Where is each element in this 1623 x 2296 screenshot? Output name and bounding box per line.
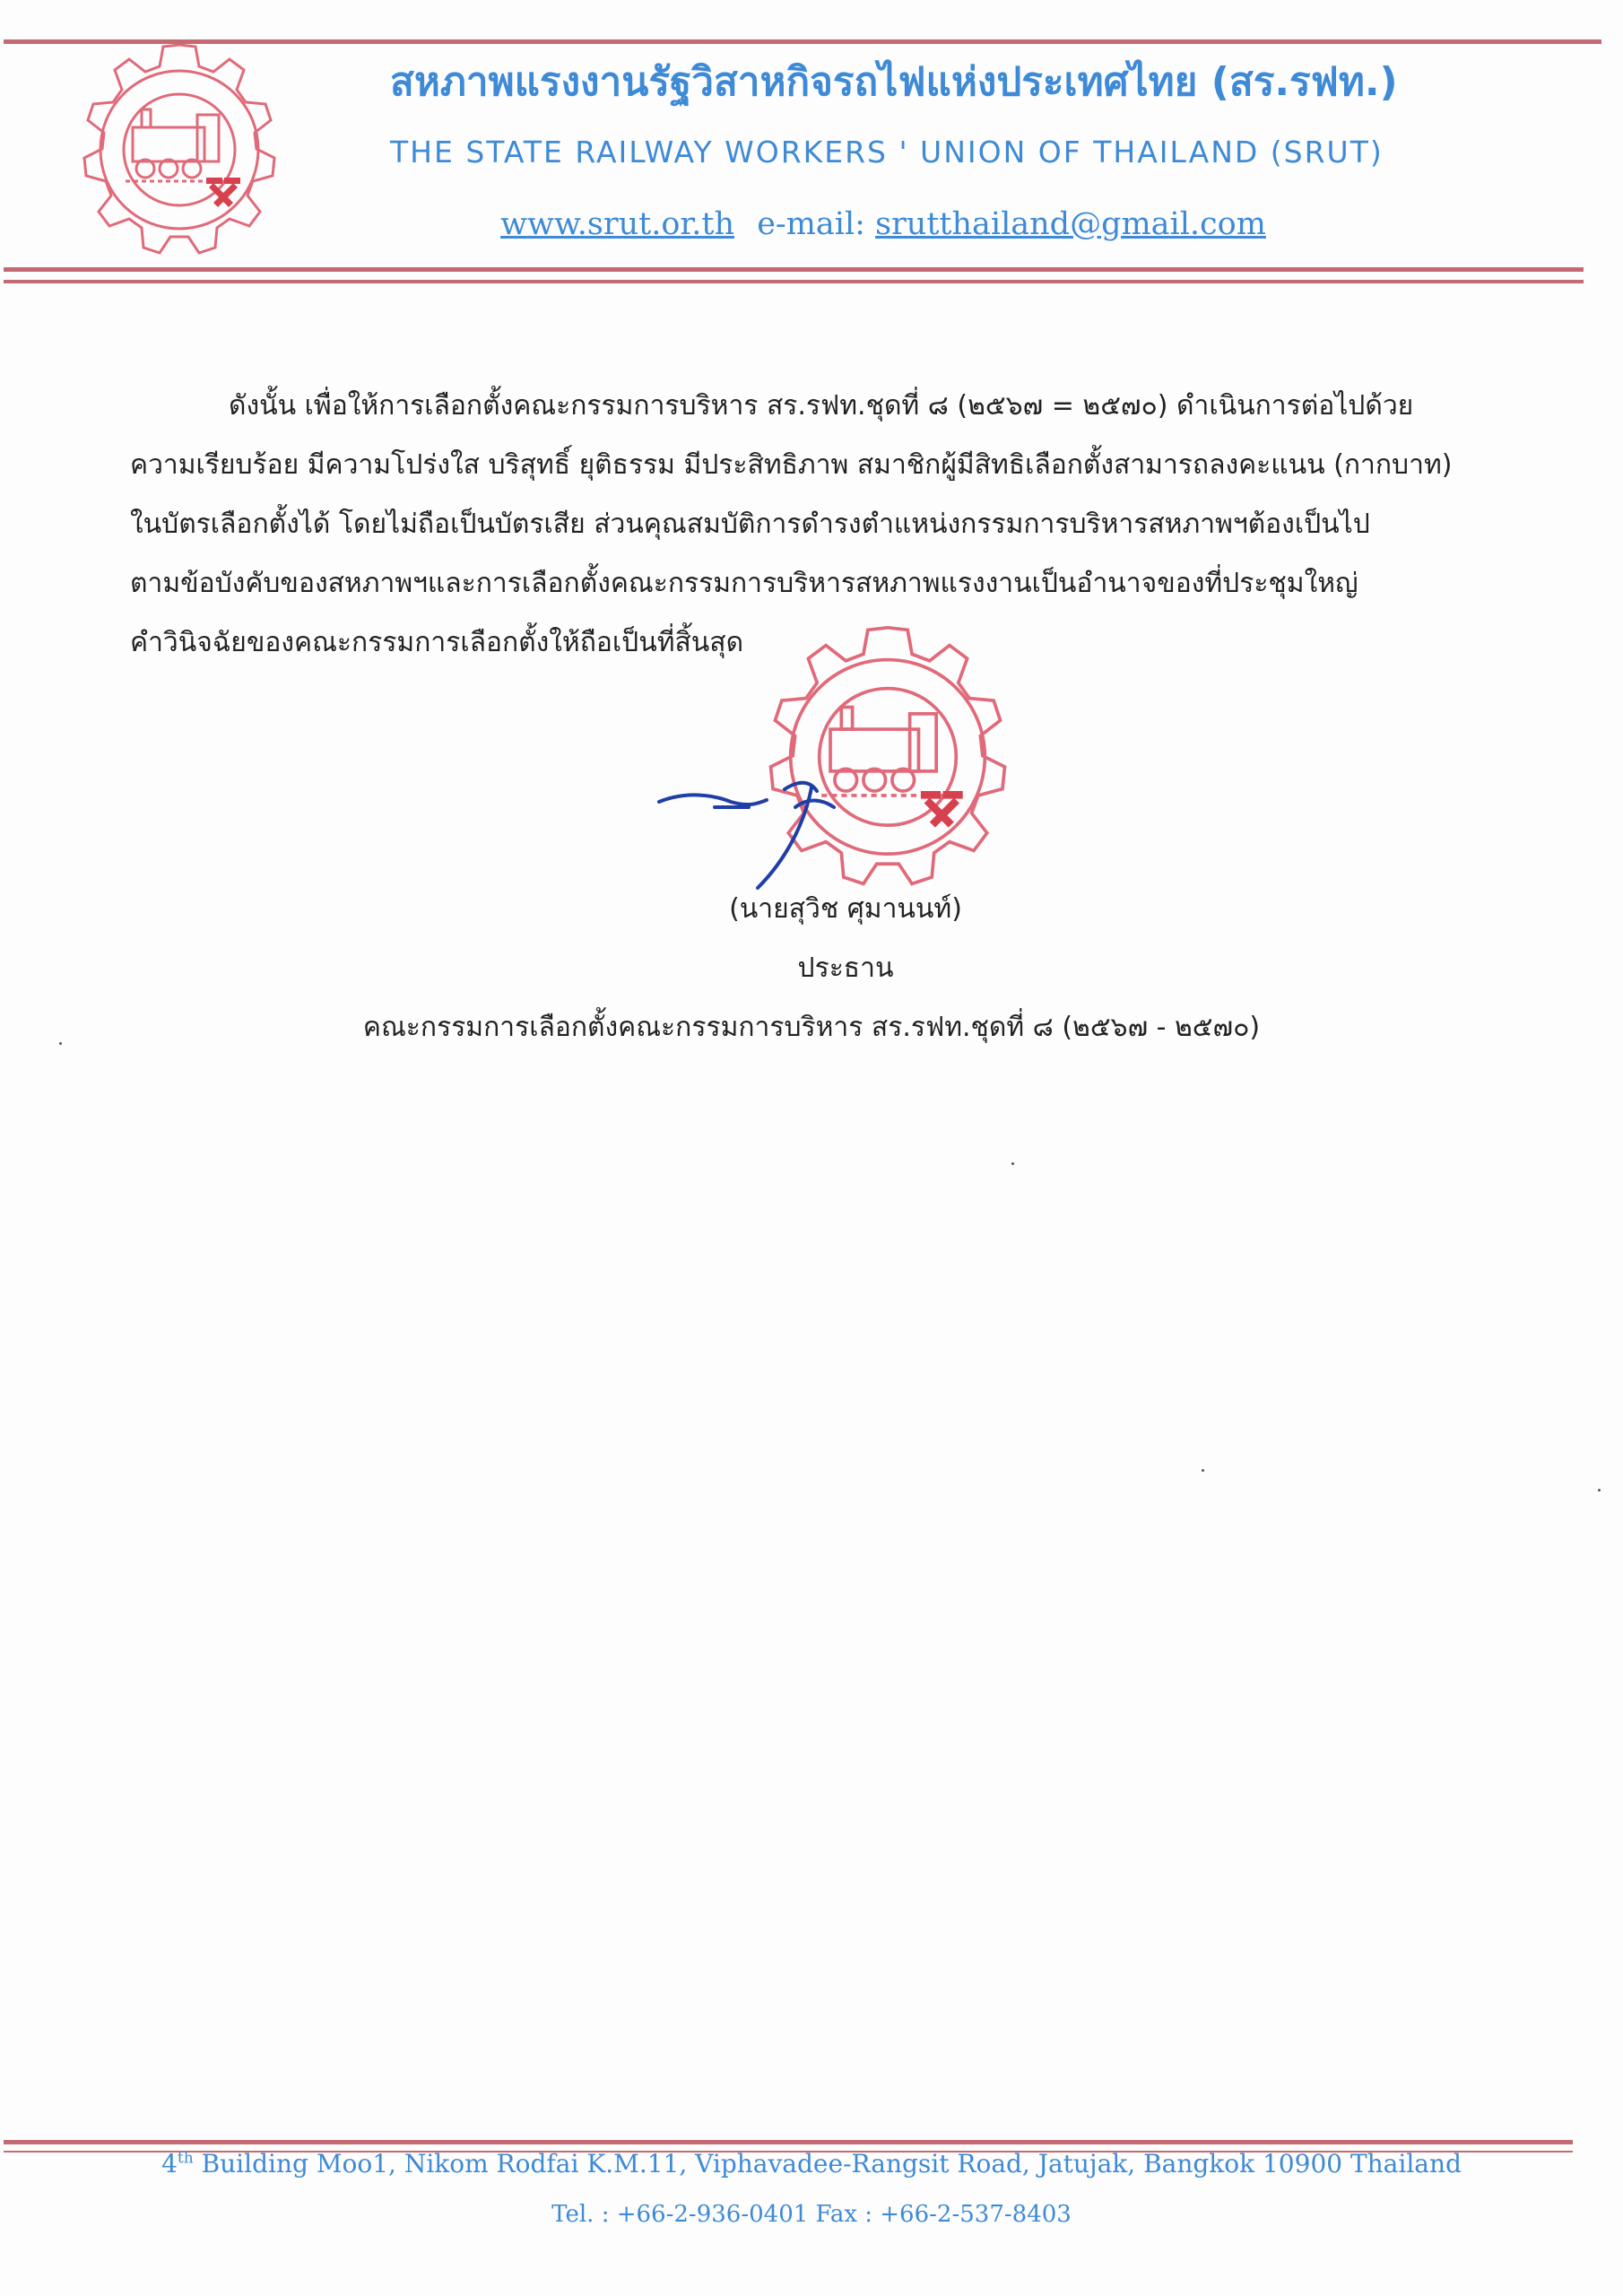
address-text: Building Moo1, Nikom Rodfai K.M.11, Viphavadee-Rangsit Road, Jatujak, Bangkok 10900 Thailand [193, 2149, 1462, 2179]
org-name-english: THE STATE RAILWAY WORKERS ' UNION OF THAILAND (SRUT) [390, 135, 1384, 170]
footer-address [0, 2149, 1623, 2179]
scan-speck [1202, 1469, 1204, 1472]
signatory-committee: คณะกรรมการเลือกตั้งคณะกรรมการบริหาร สร.รฟท.ชุดที่ ๘ (๒๕๖๗ - ๒๕๗๐) [362, 1012, 1261, 1043]
org-name-thai: สหภาพแรงงานรัฐวิสาหกิจรถไฟแห่งประเทศไทย (สร.รฟท.) [390, 59, 1398, 105]
header-rule-upper [4, 267, 1584, 272]
body-line-1: ดังนั้น เพื่อให้การเลือกตั้งคณะกรรมการบริหาร สร.รฟท.ชุดที่ ๘ (๒๕๖๗ = ๒๕๗๐) ดำเนินการต่อไปด้วย [229, 390, 1414, 422]
signatory-name: (นายสุวิช ศุมานนท์) [729, 893, 962, 925]
body-line-4: ตามข้อบังคับของสหภาพฯและการเลือกตั้งคณะกรรมการบริหารสหภาพแรงงานเป็นอำนาจของที่ประชุมใหญ่ [130, 568, 1358, 599]
email-label: e-mail: [757, 206, 865, 242]
website-link[interactable]: www.srut.or.th [500, 206, 735, 242]
handwritten-signature-icon [650, 771, 883, 897]
union-logo-seal-icon [63, 38, 296, 271]
header-contact-line [390, 206, 1376, 242]
body-line-5: คำวินิจฉัยของคณะกรรมการเลือกตั้งให้ถือเป็นที่สิ้นสุด [130, 627, 744, 658]
header-top-rule [4, 39, 1601, 44]
email-link[interactable]: srutthailand@gmail.com [875, 206, 1266, 242]
header-rule-lower [4, 280, 1584, 283]
body-line-3: ในบัตรเลือกตั้งได้ โดยไม่ถือเป็นบัตรเสีย ส่วนคุณสมบัติการดำรงตำแหน่งกรรมการบริหารสหภาพฯต้องเป็นไป [130, 509, 1370, 540]
footer-rule-upper [4, 2140, 1573, 2144]
address-ordinal: th [177, 2149, 194, 2168]
signatory-title: ประธาน [797, 952, 894, 984]
scan-speck [1598, 1489, 1601, 1492]
body-line-2: ความเรียบร้อย มีความโปร่งใส บริสุทธิ์ ยุติธรรม มีประสิทธิภาพ สมาชิกผู้มีสิทธิเลือกตั้งสามารถลงคะแนน (กากบาท) [130, 449, 1453, 481]
scan-speck [1011, 1162, 1014, 1165]
footer-contact: Tel. : +66-2-936-0401 Fax : +66-2-537-8403 [551, 2201, 1072, 2228]
scan-speck [59, 1042, 62, 1045]
address-number: 4 [161, 2149, 178, 2179]
